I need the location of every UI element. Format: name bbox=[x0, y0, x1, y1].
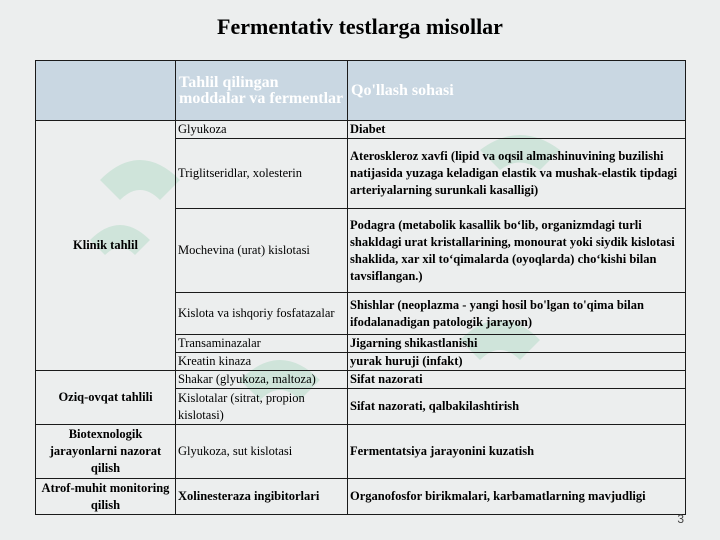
category-atrof: Atrof-muhit monitoring qilish bbox=[36, 479, 176, 515]
enzyme-cell: Kreatin kinaza bbox=[176, 353, 348, 371]
application-cell: Sifat nazorati bbox=[348, 371, 686, 389]
application-cell: Organofosfor birikmalari, karbamatlarning mavjudligi bbox=[348, 479, 686, 515]
application-cell: Podagra (metabolik kasallik bo‘lib, organizmdagi turli shakldagi urat kristallarining, monourat yoki siydik kislotasi shaklida, xar xil to‘qimalarda (oyoqlarda) cho‘kishi bilan tavsiflangan.) bbox=[348, 209, 686, 293]
application-cell: Jigarning shikastlanishi bbox=[348, 335, 686, 353]
enzyme-cell: Triglitseridlar, xolesterin bbox=[176, 139, 348, 209]
enzyme-cell: Glyukoza, sut kislotasi bbox=[176, 425, 348, 479]
application-cell: Diabet bbox=[348, 121, 686, 139]
application-cell: yurak huruji (infakt) bbox=[348, 353, 686, 371]
header-cell-empty bbox=[36, 61, 176, 121]
enzyme-cell: Xolinesteraza ingibitorlari bbox=[176, 479, 348, 515]
application-cell: Shishlar (neoplazma - yangi hosil bo'lgan to'qima bilan ifodalanadigan patologik jarayon) bbox=[348, 293, 686, 335]
enzyme-cell: Mochevina (urat) kislotasi bbox=[176, 209, 348, 293]
category-oziq: Oziq-ovqat tahlili bbox=[36, 371, 176, 425]
category-biotex: Biotexnologik jarayonlarni nazorat qilish bbox=[36, 425, 176, 479]
application-cell: Sifat nazorati, qalbakilashtirish bbox=[348, 389, 686, 425]
header-cell-application: Qo'llash sohasi bbox=[348, 61, 686, 121]
enzyme-tests-table bbox=[35, 60, 686, 515]
enzyme-cell: Kislotalar (sitrat, propion kislotasi) bbox=[176, 389, 348, 425]
table-header-row bbox=[36, 61, 686, 121]
page-number: 3 bbox=[677, 512, 684, 526]
table-row bbox=[36, 479, 686, 515]
category-klinik: Klinik tahlil bbox=[36, 121, 176, 371]
table-row bbox=[36, 121, 686, 139]
enzyme-cell: Shakar (glyukoza, maltoza) bbox=[176, 371, 348, 389]
page-title: Fermentativ testlarga misollar bbox=[217, 14, 503, 39]
table-row bbox=[36, 425, 686, 479]
application-cell: Ateroskleroz xavfi (lipid va oqsil almashinuvining buzilishi natijasida yuzaga keladigan elastik va mushak-elastik tipdagi arteriyalarning surunkali kasalligi) bbox=[348, 139, 686, 209]
application-cell: Fermentatsiya jarayonini kuzatish bbox=[348, 425, 686, 479]
enzyme-cell: Glyukoza bbox=[176, 121, 348, 139]
header-cell-enzymes: Tahlil qilingan moddalar va fermentlar bbox=[176, 61, 348, 121]
enzyme-cell: Transaminazalar bbox=[176, 335, 348, 353]
table-row bbox=[36, 371, 686, 389]
enzyme-cell: Kislota va ishqoriy fosfatazalar bbox=[176, 293, 348, 335]
